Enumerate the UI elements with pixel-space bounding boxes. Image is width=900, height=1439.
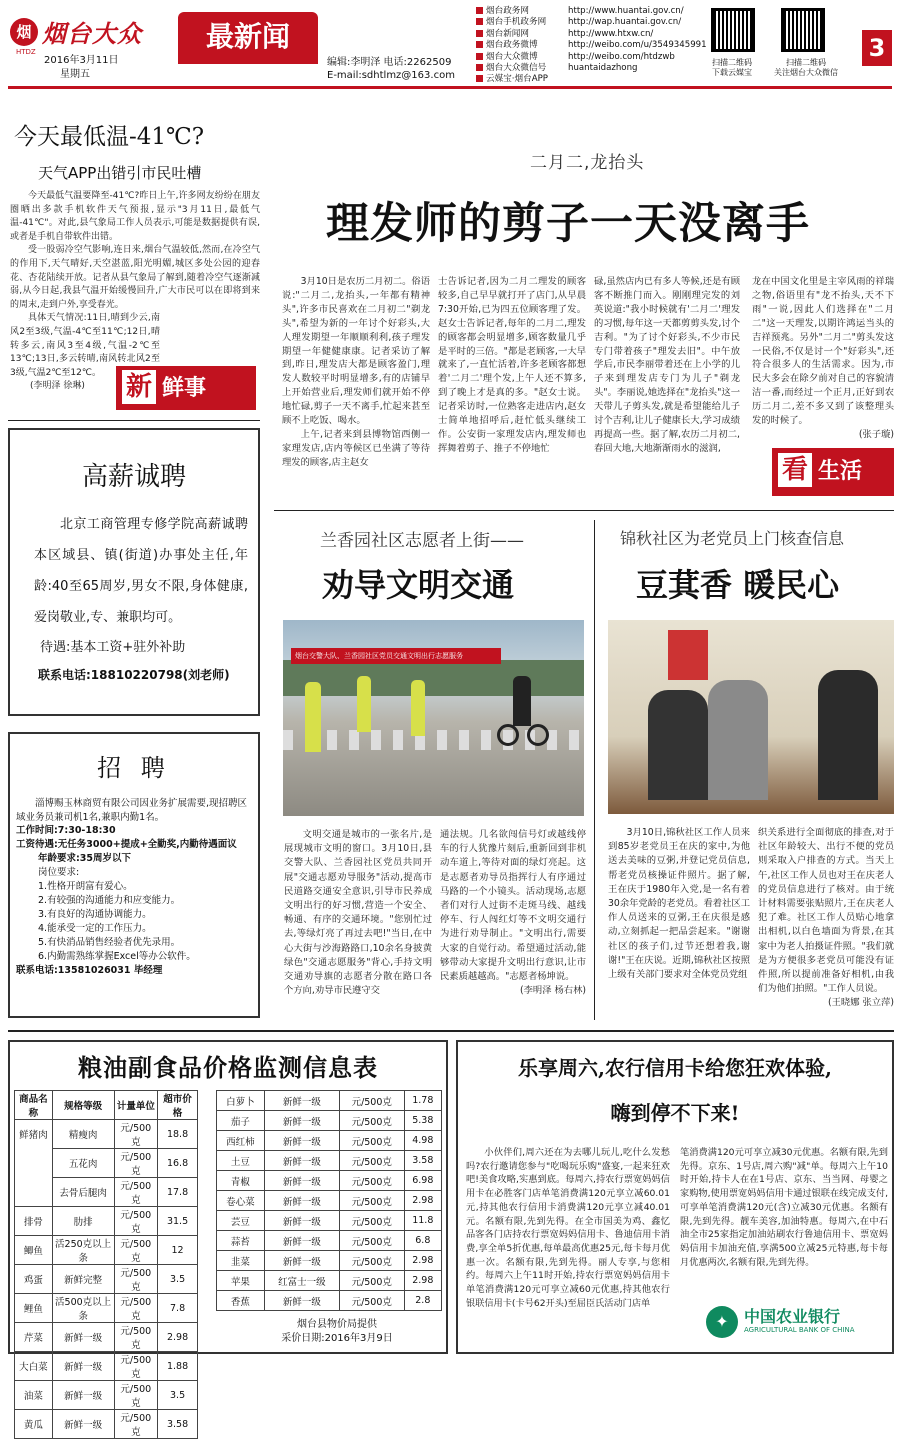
seniors-photo <box>608 620 894 814</box>
table-row: 茄子 新鲜一级 元/500克 5.38 <box>217 1111 442 1131</box>
table-row: 鲤鱼 活500克以上条 元/500克 7.8 <box>15 1294 198 1323</box>
media-link[interactable]: 云媒宝·烟台APP <box>476 74 707 85</box>
table-row: 芹菜 新鲜一级 元/500克 2.98 <box>15 1323 198 1352</box>
barber-col4: 龙在中国文化里是主宰风雨的祥瑞之物,俗语里有"龙不抬头,天不下雨"一说,因此人们选择在"二月二"这一天理发,以期许鸿运当头的吉祥预兆。另外"二月二"剪头发这一民俗,不仅是讨一个"好彩头",还符合很多人的生活需求。因为,市民大多会在除夕前对自己的容貌清洁一番,而经过一个正月,正好到农历二月二,差不多又到了该整理头发的时候了。 (张子璇) <box>752 276 894 440</box>
seniors-kicker: 锦秋社区为老党员上门核查信息 <box>620 529 845 548</box>
table-row: 鲫鱼 活250克以上条 元/500克 12 <box>15 1236 198 1265</box>
hiring-line: 4.能承受一定的工作压力。 <box>38 923 152 934</box>
hiring-line: 工资待遇:无任务3000+提成+全勤奖,内勤待遇面议 <box>16 839 237 850</box>
price-source: 烟台县物价局提供 采价日期:2016年3月9日 <box>281 1319 393 1344</box>
hiring-details <box>10 824 258 978</box>
table-row: 蒜苔 新鲜一级 元/500克 6.8 <box>217 1231 442 1251</box>
qr-code-icon <box>781 8 825 52</box>
divider <box>8 1030 894 1032</box>
media-link[interactable]: 烟台手机政务网 http://wap.huantai.gov.cn/ <box>476 17 707 28</box>
table-row: 土豆 新鲜一级 元/500克 3.58 <box>217 1151 442 1171</box>
hiring-line: 5.有快消品销售经验者优先录用。 <box>38 937 181 948</box>
hiring-line: 年龄要求:35周岁以下 <box>38 853 132 864</box>
recruit-contact: 联系电话:18810220798(刘老师) <box>38 668 230 682</box>
price-table-title: 粮油副食品价格监测信息表 <box>78 1053 378 1082</box>
hiring-line: 2.有较强的沟通能力和应变能力。 <box>38 895 181 906</box>
hiring-intro: 淄博赐玉林商贸有限公司因业务扩展需要,现招聘区域业务员兼司机1名,兼职内勤1名。 <box>16 798 248 823</box>
table-row: 卷心菜 新鲜一级 元/500克 2.98 <box>217 1191 442 1211</box>
price-table-box <box>8 1040 448 1438</box>
logo-sub: HTDZ <box>16 48 36 56</box>
hiring-line: 联系电话:13581026031 毕经理 <box>16 965 163 976</box>
traffic-title: 劝导文明交通 <box>322 566 515 604</box>
media-links <box>476 6 707 86</box>
table-row: 苹果 红富士一级 元/500克 2.98 <box>217 1271 442 1291</box>
abc-logo-icon: ✦ <box>706 1306 738 1338</box>
table-row: 韭菜 新鲜一级 元/500克 2.98 <box>217 1251 442 1271</box>
table-row: 白萝卜 新鲜一级 元/500克 1.78 <box>217 1091 442 1111</box>
weather-title: 今天最低温-41℃? <box>14 124 205 150</box>
price-table-left <box>14 1090 198 1439</box>
table-row: 香蕉 新鲜一级 元/500克 2.8 <box>217 1291 442 1311</box>
barber-col2: 士告诉记者,因为二月二理发的顾客较多,自己早早就打开了店门,从早晨7:30开始,已为四五位顾客理了发。赵女士告诉记者,每年的二月二,理发的顾客都会明显增多,顾客数量几乎是平时的三倍。"都是老顾客,一大早就来了,一直忙活着,许多老顾客都想着'二月二'理个发,上午人还不算多,到了晚上才是真的多。"赵女士说。记者采访时,一位熟客走进店内,赵女士简单地招呼后,赶忙低头继续工作。公安街一家理发店内,理发师也挥舞着剪子、推子不停地忙 <box>438 276 586 454</box>
table-row: 鲜猪肉 精瘦肉 元/500克 18.8 <box>15 1120 198 1149</box>
abc-logo: ✦ 中国农业银行 AGRICULTURAL BANK OF CHINA <box>706 1304 876 1344</box>
traffic-col2: 通法规。几名欲闯信号灯或越线停车的行人犹豫片刻后,重新回到非机动车道上,等待对面的绿灯亮起。这是志愿者劝导员指挥行人有序通过马路的一个小镜头。活动现场,志愿者们对行人过街不走斑马线、越线停车、行人闯红灯等不文明交通行为进行劝导制止。"文明出行,需要大家的自觉行动。希望通过活动,能够带动大家提升文明出行意识,让市民素质越越高。"志愿者杨坤说。 (李明泽 杨右林) <box>440 829 586 997</box>
traffic-col1: 文明交通是城市的一张名片,是展现城市文明的窗口。3月10日,县交警大队、兰香园社区党员共同开展"交通志愿劝导服务"活动,提高市民道路交通安全意识,引导市民养成文明出行的好习惯,营造一个安全、畅通、有序的交通环境。"您别忙过去,等绿灯亮了再过去吧!"当日,在中心大街与沙海路路口,10余名身披黄绿色"交通志愿服务"背心,手持文明交通劝导旗的志愿者分散在路口各个方向,劝导市民遵守交 <box>284 829 432 997</box>
recruit-ad-box <box>8 428 260 716</box>
recruit-pay: 待遇:基本工资+驻外补助 <box>40 640 186 655</box>
recruit-body: 北京工商管理专修学院高薪诚聘本区域县、镇(街道)办事处主任,年龄:40至65周岁,男女不限,身体健康,爱岗敬业,专、兼职均可。 <box>34 517 248 625</box>
hiring-title: 招 聘 <box>97 754 171 782</box>
hiring-line: 工作时间:7:30-18:30 <box>16 825 116 836</box>
logo-mark-icon: 烟 <box>10 18 38 46</box>
traffic-kicker: 兰香园社区志愿者上街—— <box>320 531 524 551</box>
table-row: 西红柿 新鲜一级 元/500克 4.98 <box>217 1131 442 1151</box>
masthead-rule <box>8 86 892 89</box>
seniors-col1: 3月10日,锦秋社区工作人员来到85岁老党员王在庆的家中,为他送去美味的豆粥,并登记党员信息,帮老党员核操证件照片。据了解,王在庆于1980年入党,是一名有着30余年党龄的老党员。看着社区工作人员送来的豆粥,王在庆很是感动,立刻抓起一把品尝起来。"谢谢社区的孩子们,过节还想着我,谢谢!"王在庆说。近期,锦秋社区按照上级有关部门要求对全体党员党组 <box>608 827 750 981</box>
qr-caption: 扫描二维码 关注烟台大众微信 <box>774 58 838 77</box>
table-row: 大白菜 新鲜一级 元/500克 1.88 <box>15 1352 198 1381</box>
table-row: 鸡蛋 新鲜完整 元/500克 3.5 <box>15 1265 198 1294</box>
table-header-row: 商品名称 规格等级 计量单位 超市价格 <box>15 1091 198 1120</box>
table-row: 五花肉 元/500克 16.8 <box>15 1149 198 1178</box>
table-row: 青椒 新鲜一级 元/500克 6.98 <box>217 1171 442 1191</box>
traffic-photo <box>283 620 584 816</box>
hiring-line: 1.性格开朗富有爱心。 <box>38 881 133 892</box>
hiring-line: 岗位要求: <box>38 867 80 878</box>
divider <box>8 420 260 421</box>
media-link[interactable]: 烟台大众微信号 huantaidazhong <box>476 63 707 74</box>
banner-text: 烟台交警大队、兰香园社区党员交通文明出行志愿服务 <box>291 648 501 664</box>
newspaper-logo <box>10 12 170 56</box>
edition-date: 2016年3月11日 星期五 <box>44 55 119 80</box>
abc-col1: 小伙伴们,周六还在为去哪儿玩儿,吃什么发愁吗?农行邀请您参与"吃喝玩乐购"盛宴,一起来狂欢吧!美食攻略,实惠到底。每周六,持农行票宽妈妈信用卡在必胜客门店单笔消费满120元享立减60.01元,持其他农行信用卡消费满120元享立减40.01元。名额有限,先到先得。在全市国美为鸡、鑫忆品客各门店持农行票宽妈妈信用卡、鲁迪信用卡消费,享全单5折优惠,每单最高优惠25元,每卡每月优惠一次。名额有限,先到先得。丽人专享,与您相约。每周六上午11时开始,持农行票宽妈妈信用卡单笔消费满120元可享立减60元优惠,持其他农行银联信用卡(卡号62开头)至屈臣氏活动门店单 <box>466 1147 670 1309</box>
hiring-line: 6.内勤需熟练掌握Excel等办公软件。 <box>38 951 196 962</box>
table-row: 黄瓜 新鲜一级 元/500克 3.58 <box>15 1410 198 1439</box>
hiring-ad-box <box>8 732 260 1018</box>
section-title: 最新闻 <box>178 12 318 64</box>
logo-text: 烟台大众 <box>42 19 142 48</box>
table-row: 排骨 肋排 元/500克 31.5 <box>15 1207 198 1236</box>
abc-ad-box <box>456 1040 894 1354</box>
life-tag: 看 生活 <box>772 448 894 496</box>
seniors-title: 豆萁香 暖民心 <box>636 566 840 604</box>
media-link[interactable]: 烟台政务微博 http://weibo.com/u/3549345991 <box>476 40 707 51</box>
barber-col3: 碌,虽然店内已有多人等候,还是有顾客不断推门而入。刚刚理完发的刘英说道:"我小时候就有'二月二'理发的习惯,每年这一天都剪剪头发,讨个吉利。"为了讨个好彩头,不少市民专门带着孩子"理发去旧"。中午放学后,市民李丽带着还在上小学的儿子来到理发店专门为儿子"剃龙头"。李丽说,她选择在"龙抬头"这一天带儿子剪头发,就是希望能给儿子讨个吉利,让儿子健康长大,学习成绩再提高一些。据了解,农历二月初二,春回大地,大地渐渐雨水的滋润, <box>594 276 740 454</box>
table-row: 去骨后腿肉 元/500克 17.8 <box>15 1178 198 1207</box>
qr-caption: 扫描二维码 下载云媒宝 <box>712 58 752 77</box>
weather-body: 今天最低气温要降至-41℃?昨日上午,许多网友纷纷在朋友圈晒出多款手机软件天气预报,显示"3月11日,最低气温-41℃"。对此,县气象局工作人员表示,可能是数据提供有误,或者是手机自带软件出错。 受一股弱冷空气影响,连日来,烟台气温较低,然而,在冷空气的作用下,天气晴好,天空湛蓝,阳光明媚,城区多处公园的迎春花、杏花陆续开放。记者从县气象局了解到,随着冷空气逐渐减弱,从今日起,我县气温开始缓慢回升,广大市民可以在即将到来的周末,走到户外,享受春光。 具体天气情况:11日,晴到少云,南风2至3级,气温-4℃至11℃;12日,晴转多云,南风3至4级,气温-2℃至13℃;13日,多云转晴,南风转北风2至3级,气温2℃至12℃。 (李明泽 徐琳) <box>10 191 260 392</box>
qr-code-icon <box>711 8 755 52</box>
fresh-news-tag: 新 鲜事 <box>116 366 256 410</box>
recruit-title: 高薪诚聘 <box>81 462 186 492</box>
price-table-right <box>216 1090 442 1311</box>
media-link[interactable]: 烟台大众微博 http://weibo.com/htdzwb <box>476 52 707 63</box>
seniors-col2: 织关系进行全面彻底的排查,对于社区年龄较大、出行不便的党员则采取入户排查的方式。当天上午,社区工作人员也对王在庆老人的党员信息进行了核对。由于统计材料需要张贴照片,王在庆老人犯了难。社区工作人员贴心地拿出相机,以白色墙面为背景,在其家中为老人拍摄证件照。"我们就是为方便很多老党员可能没有证件照,所以提前准备好相机,由我们为他们拍照。"工作人员说。 (王晓娜 张立萍) <box>758 827 894 1009</box>
barber-title: 理发师的剪子一天没离手 <box>326 199 810 249</box>
hiring-line: 3.有良好的沟通协调能力。 <box>38 909 152 920</box>
table-row: 油菜 新鲜一级 元/500克 3.5 <box>15 1381 198 1410</box>
table-row: 芸豆 新鲜一级 元/500克 11.8 <box>217 1211 442 1231</box>
abc-title-1: 乐享周六,农行信用卡给您狂欢体验, <box>518 1056 832 1080</box>
editor-info: 编辑:李明泽 电话:2262509 E-mail:sdhtlmz@163.com <box>327 57 455 81</box>
weather-subtitle: 天气APP出错引市民吐槽 <box>38 164 202 182</box>
media-link[interactable]: 烟台新闻网 http://www.htxw.cn/ <box>476 29 707 40</box>
media-link[interactable]: 烟台政务网 http://www.huantai.gov.cn/ <box>476 6 707 17</box>
barber-col1: 3月10日是农历二月初二。俗语说:"二月二,龙抬头,一年都有精神头",许多市民喜欢在二月初二"剃龙头",希望为新的一年讨个好彩头,大人理发期望一年顺顺利利,孩子理发期望一年健健康康。记者采访了解到,昨日,理发店大都是顾客盈门,理发人数较平时明显增多,有的店铺早上开始营业后,理发师们就开始不停地忙碌,剪子一天不离手,忙起来甚至顾不上吃饭、喝水。 上午,记者来到县博物馆西侧一家理发店,店内等候区已坐满了等待理发的顾客,店主赵女 <box>282 276 430 468</box>
divider <box>274 510 894 511</box>
abc-col2: 笔消费满120元可享立减30元优惠。名额有限,先到先得。京东、1号店,周六购"减"单。每周六上午10时开始,持卡人在在1号店、京东、当当网、母婴之家购物,使用票宽妈妈信用卡通过银联在线完成支付,可享单笔消费满120元(含)立减30元优惠。名额有限,先到先得。靓车美容,加油特惠。每周六,在中石油全市25家指定加油站刷农行鲁迪信用卡、票宽妈妈信用卡加油充值,享满500立减25元特惠,每卡每月优惠两次,名额有限,先到先得。 <box>680 1147 888 1268</box>
page-number: 3 <box>862 30 892 66</box>
abc-title-2: 嗨到停不下来! <box>610 1101 740 1125</box>
barber-kicker: 二月二,龙抬头 <box>530 153 645 173</box>
divider <box>594 520 595 1020</box>
